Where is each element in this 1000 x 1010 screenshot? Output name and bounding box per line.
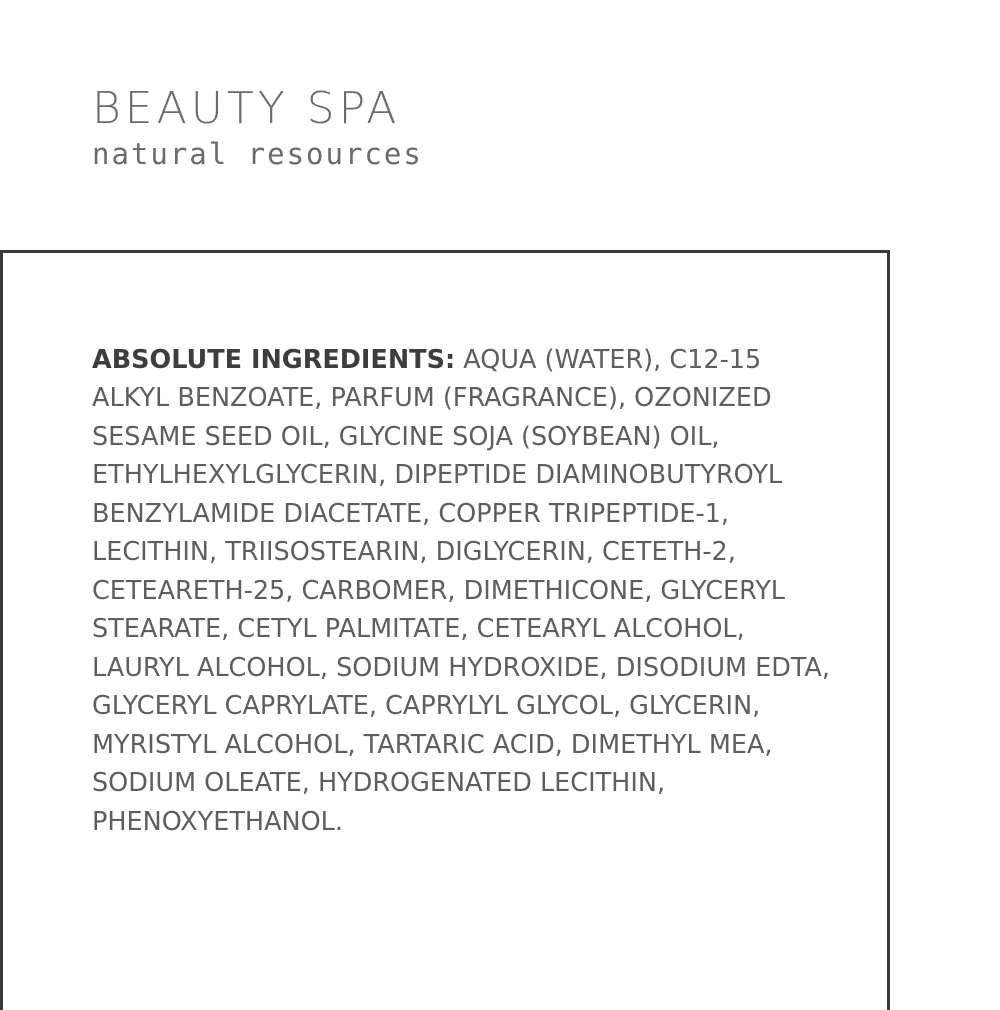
ingredients-list: AQUA (WATER), C12-15 ALKYL BENZOATE, PARFUM (FRAGRANCE), OZONIZED SESAME SEED OIL, GLYCINE SOJA (SOYBEAN) OIL, ETHYLHEXYLGLYCERIN, DIPEPTIDE DIAMINOBUTYROYL BENZYLAMIDE DIACETATE, COPPER TRIPEPTIDE-1, LECITHIN, TRIISOSTEARIN, DIGLYCERIN, CETETH-2, CETEARETH-25, CARBOMER, DIMETHICONE, GLYCERYL STEARATE, CETYL PALMITATE, CETEARYL ALCOHOL, LAURYL ALCOHOL, SODIUM HYDROXIDE, DISODIUM EDTA, GLYCERYL CAPRYLATE, CAPRYLYL GLYCOL, GLYCERIN, MYRISTYL ALCOHOL, TARTARIC ACID, DIMETHYL MEA, SODIUM OLEATE, HYDROGENATED LECITHIN, PHENOXYETHANOL. [92, 344, 830, 837]
brand-tagline: natural resources [92, 137, 423, 172]
ingredients-label: ABSOLUTE INGREDIENTS: [92, 344, 456, 375]
brand-name: BEAUTY SPA [92, 83, 401, 134]
ingredients-paragraph [92, 341, 832, 842]
brand-block [92, 83, 692, 172]
